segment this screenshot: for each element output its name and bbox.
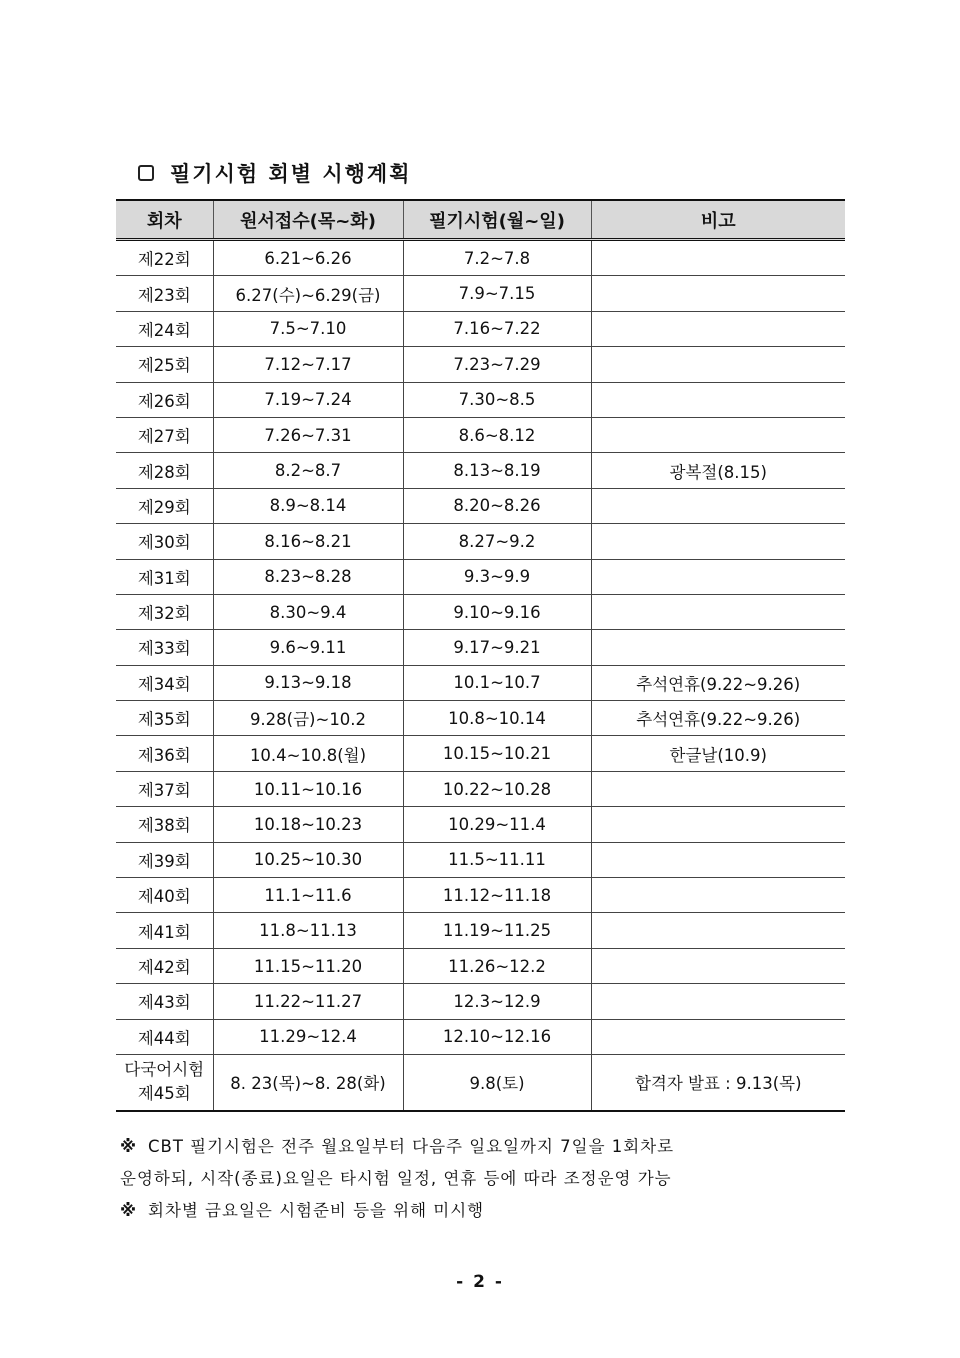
table-row [116,807,845,842]
cell-round [116,1054,213,1111]
cell-note: 광복절(8.15) [591,453,845,488]
cell-note [591,630,845,665]
cell-round: 제41회 [116,913,213,948]
table-row [116,1019,845,1054]
cell-application-period: 7.12~7.17 [213,347,403,382]
cell-round: 제40회 [116,878,213,913]
cell-exam-period: 7.9~7.15 [403,276,591,311]
cell-note [591,771,845,806]
cell-note [591,240,845,276]
table-row [116,878,845,913]
cell-note [591,1019,845,1054]
table-row [116,1054,845,1111]
cell-exam-period: 11.19~11.25 [403,913,591,948]
exam-schedule-table [116,199,845,1112]
cell-exam-period: 12.10~12.16 [403,1019,591,1054]
cell-exam-period: 10.15~10.21 [403,736,591,771]
table-row [116,913,845,948]
table-row [116,347,845,382]
cell-round: 제42회 [116,948,213,983]
cell-exam-period: 12.3~12.9 [403,984,591,1019]
cell-note: 한글날(10.9) [591,736,845,771]
table-row [116,842,845,877]
cell-round: 제26회 [116,382,213,417]
cell-exam-period: 9.3~9.9 [403,559,591,594]
cell-round: 제37회 [116,771,213,806]
header-application: 원서접수(목~화) [213,200,403,240]
table-row [116,736,845,771]
cell-round-line: 제45회 [137,1084,191,1104]
cell-round: 제29회 [116,488,213,523]
cell-note [591,311,845,346]
cell-exam-period: 10.8~10.14 [403,701,591,736]
cell-round: 제35회 [116,701,213,736]
table-row [116,276,845,311]
cell-application-period: 7.26~7.31 [213,417,403,452]
table-row [116,771,845,806]
table-row [116,240,845,276]
table-body [116,240,845,1111]
cell-round: 제30회 [116,524,213,559]
cell-exam-period: 7.23~7.29 [403,347,591,382]
cell-application-period: 10.25~10.30 [213,842,403,877]
cell-round: 제34회 [116,665,213,700]
cell-application-period: 8.23~8.28 [213,559,403,594]
cell-round: 제33회 [116,630,213,665]
cell-exam-period: 8.27~9.2 [403,524,591,559]
cell-exam-period: 8.6~8.12 [403,417,591,452]
cell-exam-period: 10.1~10.7 [403,665,591,700]
cell-application-period: 8.30~9.4 [213,594,403,629]
table-row [116,948,845,983]
cell-application-period: 11.1~11.6 [213,878,403,913]
table-header-row [116,200,845,240]
cell-note [591,984,845,1019]
note-2 [120,1195,674,1227]
cell-note [591,594,845,629]
cell-note [591,382,845,417]
header-note: 비고 [591,200,845,240]
cell-round: 제39회 [116,842,213,877]
note-mark: ※ [120,1201,138,1220]
cell-note [591,347,845,382]
table-row [116,630,845,665]
section-title: 필기시험 회별 시행계획 [170,162,412,186]
cell-exam-period: 10.22~10.28 [403,771,591,806]
table-row [116,453,845,488]
notes [120,1131,674,1227]
cell-application-period: 11.8~11.13 [213,913,403,948]
cell-note [591,842,845,877]
cell-exam-period: 11.26~12.2 [403,948,591,983]
cell-application-period: 8.2~8.7 [213,453,403,488]
cell-round: 제31회 [116,559,213,594]
cell-application-period: 10.11~10.16 [213,771,403,806]
table-row [116,524,845,559]
cell-application-period: 9.13~9.18 [213,665,403,700]
note-text-continued: 운영하되, 시작(종료)요일은 타시험 일정, 연휴 등에 따라 조정운영 가능 [120,1169,672,1188]
cell-exam-period: 7.2~7.8 [403,240,591,276]
cell-exam-period: 8.13~8.19 [403,453,591,488]
cell-note [591,913,845,948]
cell-application-period: 11.15~11.20 [213,948,403,983]
section-title-row [138,158,411,188]
cell-application-period: 9.6~9.11 [213,630,403,665]
cell-note [591,878,845,913]
cell-application-period: 7.5~7.10 [213,311,403,346]
cell-note: 추석연휴(9.22~9.26) [591,701,845,736]
header-exam: 필기시험(월~일) [403,200,591,240]
cell-exam-period: 7.16~7.22 [403,311,591,346]
note-mark: ※ [120,1137,138,1156]
table-row [116,311,845,346]
cell-round: 제32회 [116,594,213,629]
cell-note [591,276,845,311]
cell-exam-period: 10.29~11.4 [403,807,591,842]
table-row [116,594,845,629]
note-text: 회차별 금요일은 시험준비 등을 위해 미시행 [148,1201,485,1220]
cell-application-period: 10.18~10.23 [213,807,403,842]
table-row [116,488,845,523]
cell-application-period: 8.16~8.21 [213,524,403,559]
cell-exam-period: 9.10~9.16 [403,594,591,629]
note-text: CBT 필기시험은 전주 월요일부터 다음주 일요일까지 7일을 1회차로 [148,1137,675,1156]
cell-note [591,417,845,452]
table-row [116,559,845,594]
cell-application-period: 8. 23(목)~8. 28(화) [213,1054,403,1111]
cell-exam-period: 11.5~11.11 [403,842,591,877]
cell-note: 합격자 발표 : 9.13(목) [591,1054,845,1111]
table-row [116,984,845,1019]
cell-note: 추석연휴(9.22~9.26) [591,665,845,700]
cell-round: 제38회 [116,807,213,842]
cell-round-line: 다국어시험 [124,1060,205,1080]
cell-round: 제24회 [116,311,213,346]
cell-round: 제28회 [116,453,213,488]
cell-exam-period: 11.12~11.18 [403,878,591,913]
cell-round: 제43회 [116,984,213,1019]
cell-round: 제27회 [116,417,213,452]
cell-application-period: 7.19~7.24 [213,382,403,417]
table-row [116,417,845,452]
cell-application-period: 8.9~8.14 [213,488,403,523]
table-row [116,382,845,417]
cell-round: 제44회 [116,1019,213,1054]
table-row [116,701,845,736]
cell-round: 제36회 [116,736,213,771]
cell-note [591,559,845,594]
header-round: 회차 [116,200,213,240]
cell-round: 제25회 [116,347,213,382]
cell-application-period: 11.22~11.27 [213,984,403,1019]
cell-application-period: 10.4~10.8(월) [213,736,403,771]
page-number: - 2 - [456,1272,504,1292]
cell-round: 제23회 [116,276,213,311]
cell-application-period: 6.21~6.26 [213,240,403,276]
table-row [116,665,845,700]
cell-exam-period: 9.17~9.21 [403,630,591,665]
cell-exam-period: 8.20~8.26 [403,488,591,523]
cell-note [591,524,845,559]
cell-exam-period: 7.30~8.5 [403,382,591,417]
cell-application-period: 9.28(금)~10.2 [213,701,403,736]
cell-note [591,807,845,842]
cell-note [591,488,845,523]
cell-note [591,948,845,983]
cell-exam-period: 9.8(토) [403,1054,591,1111]
cell-application-period: 11.29~12.4 [213,1019,403,1054]
cell-application-period: 6.27(수)~6.29(금) [213,276,403,311]
checkbox-icon [138,165,154,181]
cell-round: 제22회 [116,240,213,276]
note-1 [120,1131,674,1195]
